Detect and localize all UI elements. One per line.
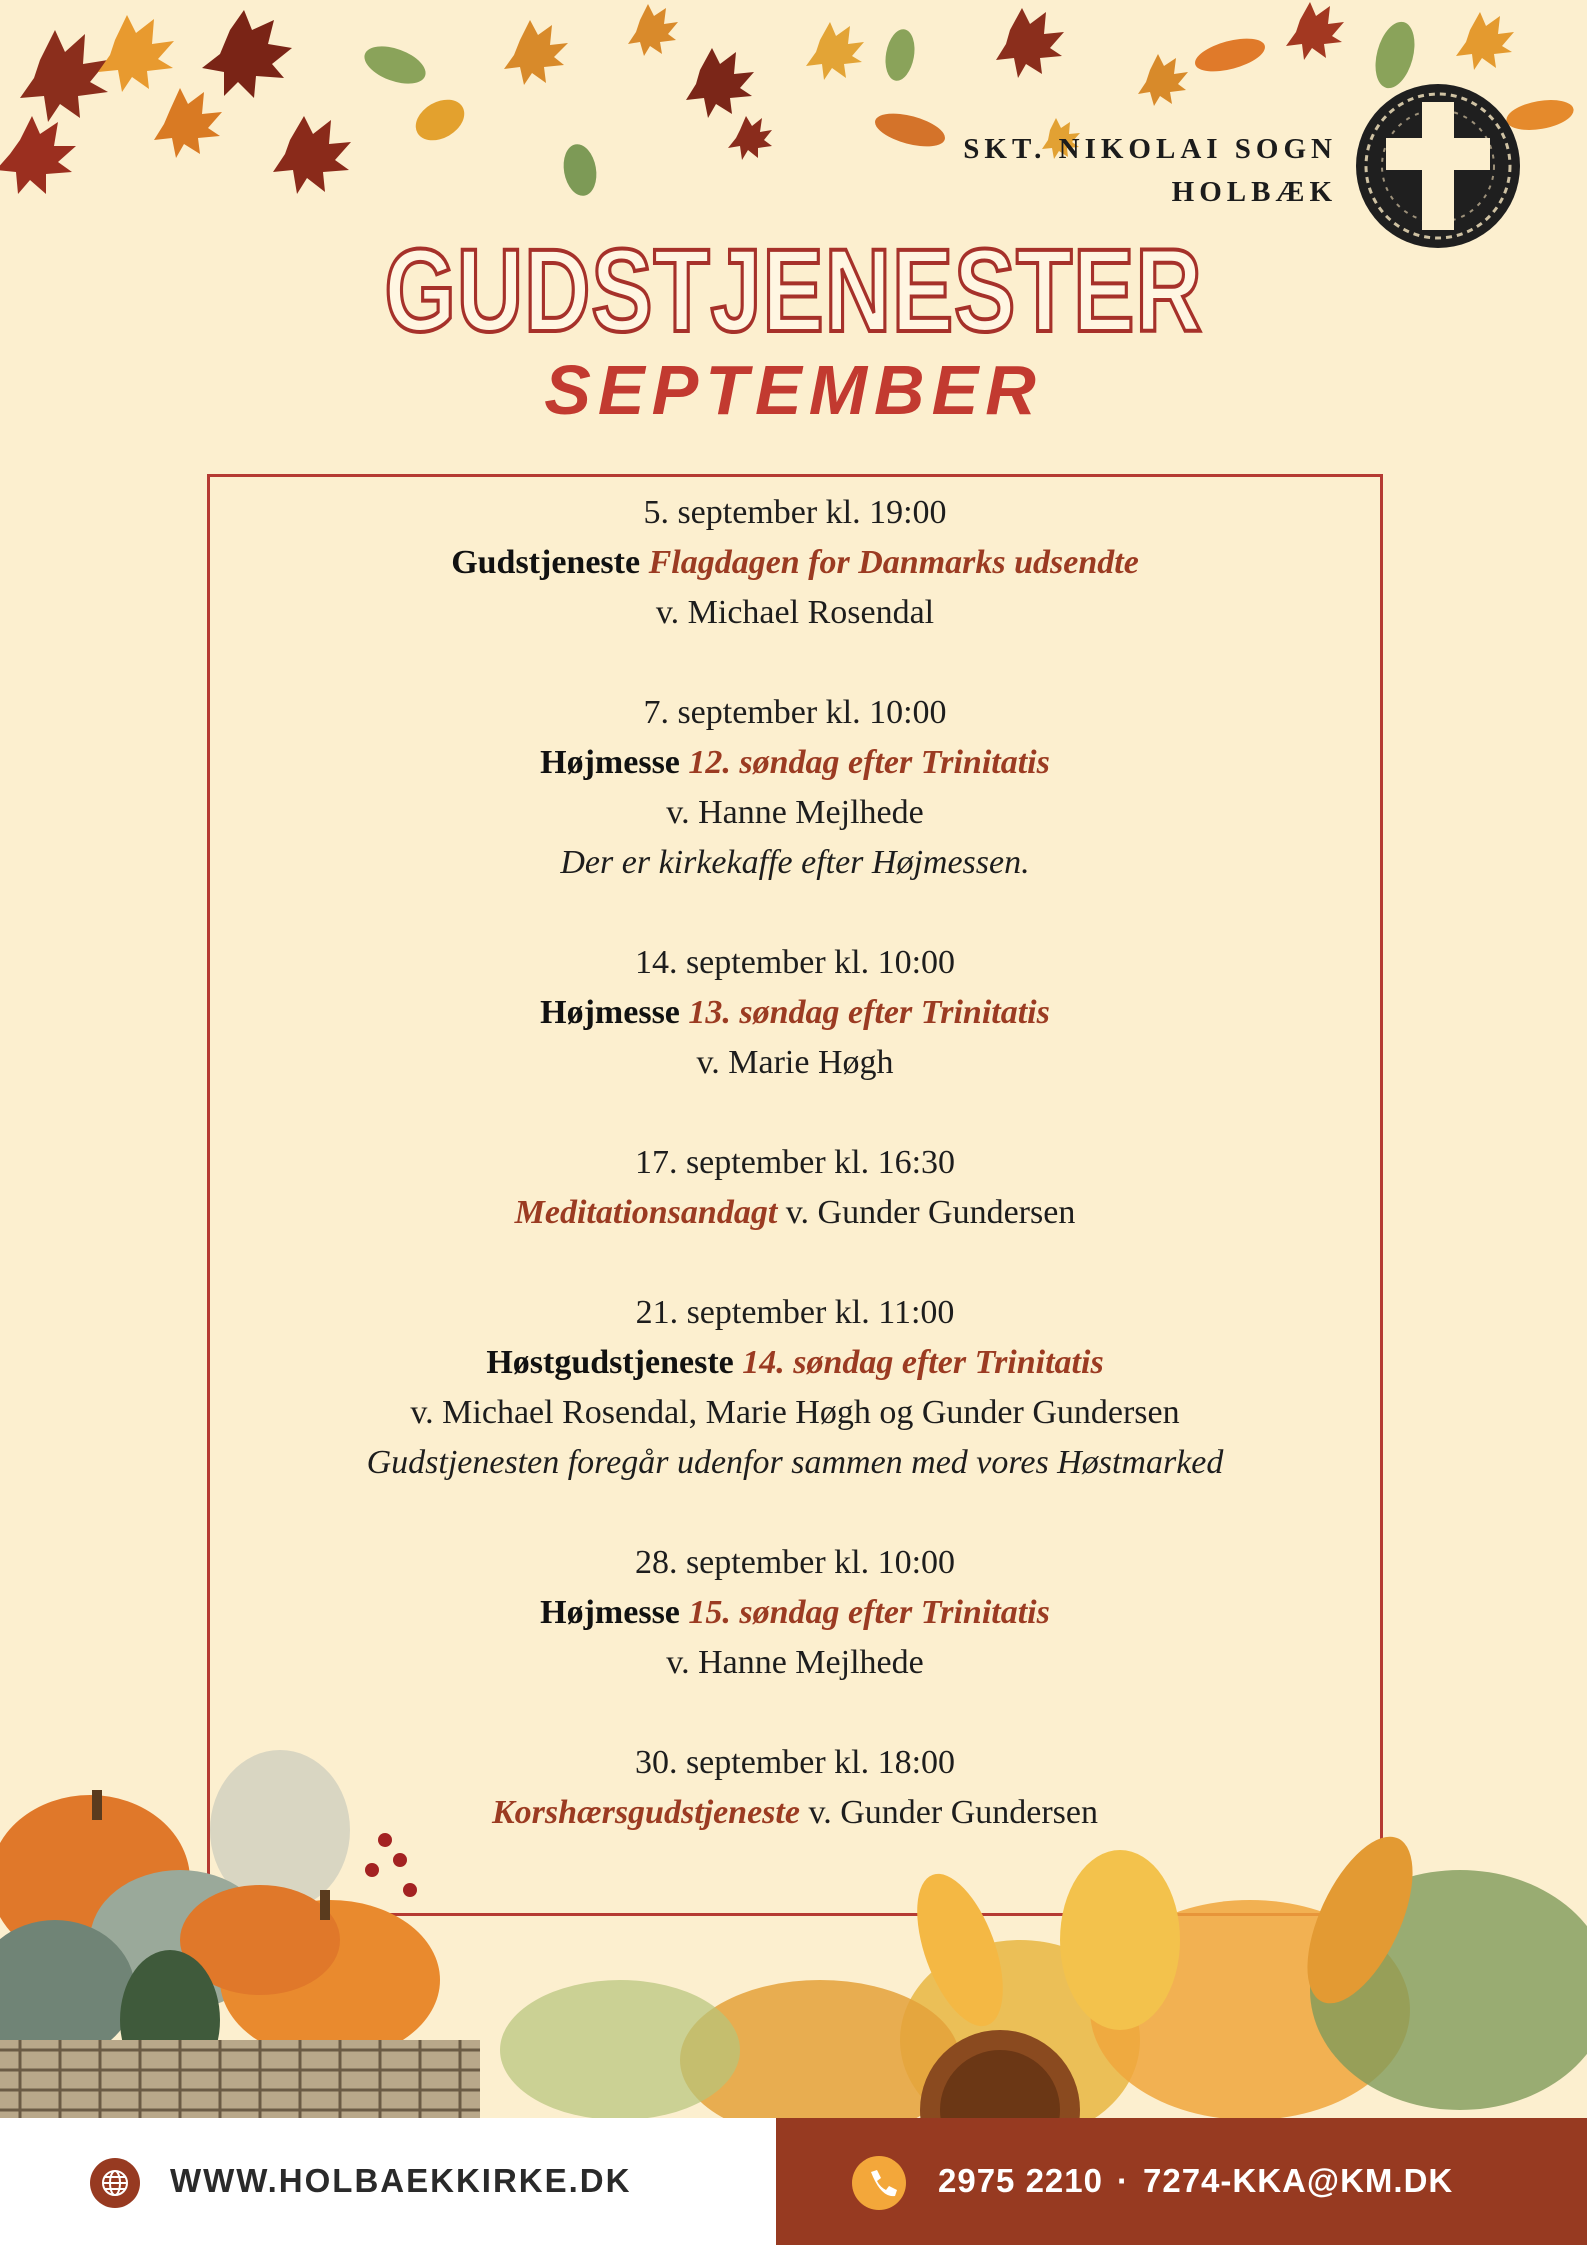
event-item [207,1538,1383,1688]
autumn-leaves-decoration [0,0,1587,260]
website-link[interactable]: WWW.HOLBAEKKIRKE.DK [170,2162,632,2199]
parish-name-line1: SKT. NIKOLAI SOGN [963,133,1337,165]
event-kind: Højmesse [540,744,680,781]
event-note: Der er kirkekaffe efter Højmessen. [560,844,1030,881]
parish-name [963,128,1337,214]
phone-number[interactable]: 2975 2210 [938,2162,1103,2199]
event-date: 7. september kl. 10:00 [643,694,947,731]
event-officiant: v. Michael Rosendal [655,594,935,631]
event-occasion: Korshærsgudstjeneste [491,1794,800,1831]
event-date: 30. september kl. 18:00 [634,1744,956,1781]
event-officiant: v. Marie Høgh [696,1044,894,1081]
event-note: Gudstjenesten foregår udenfor sammen med vores Høstmarked [366,1444,1224,1481]
event-officiant: v. Hanne Mejlhede [666,794,924,831]
parish-name-line2: HOLBÆK [1171,176,1337,208]
event-occasion: 14. søndag efter Trinitatis [742,1344,1104,1381]
event-officiant: v. Gunder Gundersen [785,1194,1076,1231]
footer [0,2118,1587,2245]
event-title-line [207,1338,1383,1388]
event-item [207,938,1383,1088]
globe-icon [90,2158,140,2208]
event-list [207,488,1383,1888]
event-date: 14. september kl. 10:00 [634,944,956,981]
phone-icon [852,2156,906,2210]
event-title-line [207,538,1383,588]
event-occasion: Flagdagen for Danmarks udsendte [648,544,1139,581]
event-item [207,488,1383,638]
page-subtitle: SEPTEMBER [544,351,1043,429]
event-title-line [207,988,1383,1038]
event-title-line [207,1588,1383,1638]
maple-leaf-icon [20,30,108,122]
contact-separator: · [1117,2162,1129,2199]
footer-contact-section [776,2118,1587,2245]
event-item [207,1138,1383,1238]
event-item [207,1288,1383,1488]
event-kind: Højmesse [540,994,680,1031]
event-title-line [207,1188,1383,1238]
footer-website-section [0,2118,776,2245]
event-officiant: v. Gunder Gundersen [808,1794,1099,1831]
event-officiant: v. Michael Rosendal, Marie Høgh og Gunder Gundersen [410,1394,1180,1431]
event-date: 21. september kl. 11:00 [635,1294,955,1331]
event-date: 5. september kl. 19:00 [643,494,947,531]
event-title-line [207,1788,1383,1838]
event-item [207,688,1383,888]
event-title-line [207,738,1383,788]
page-title: GUDSTJENESTER [384,225,1203,357]
event-kind: Højmesse [540,1594,680,1631]
event-occasion: 13. søndag efter Trinitatis [688,994,1050,1031]
event-occasion: Meditationsandagt [514,1194,778,1231]
church-cross-logo-icon [1352,80,1524,252]
event-kind: Høstgudstjeneste [486,1344,734,1381]
event-date: 17. september kl. 16:30 [634,1144,956,1181]
event-occasion: 12. søndag efter Trinitatis [688,744,1050,781]
event-occasion: 15. søndag efter Trinitatis [688,1594,1050,1631]
event-date: 28. september kl. 10:00 [634,1544,956,1581]
event-officiant: v. Hanne Mejlhede [666,1644,924,1681]
email-address[interactable]: 7274-KKA@KM.DK [1143,2162,1454,2199]
contact-info [938,2162,1453,2200]
event-kind: Gudstjeneste [451,544,641,581]
event-item [207,1738,1383,1838]
